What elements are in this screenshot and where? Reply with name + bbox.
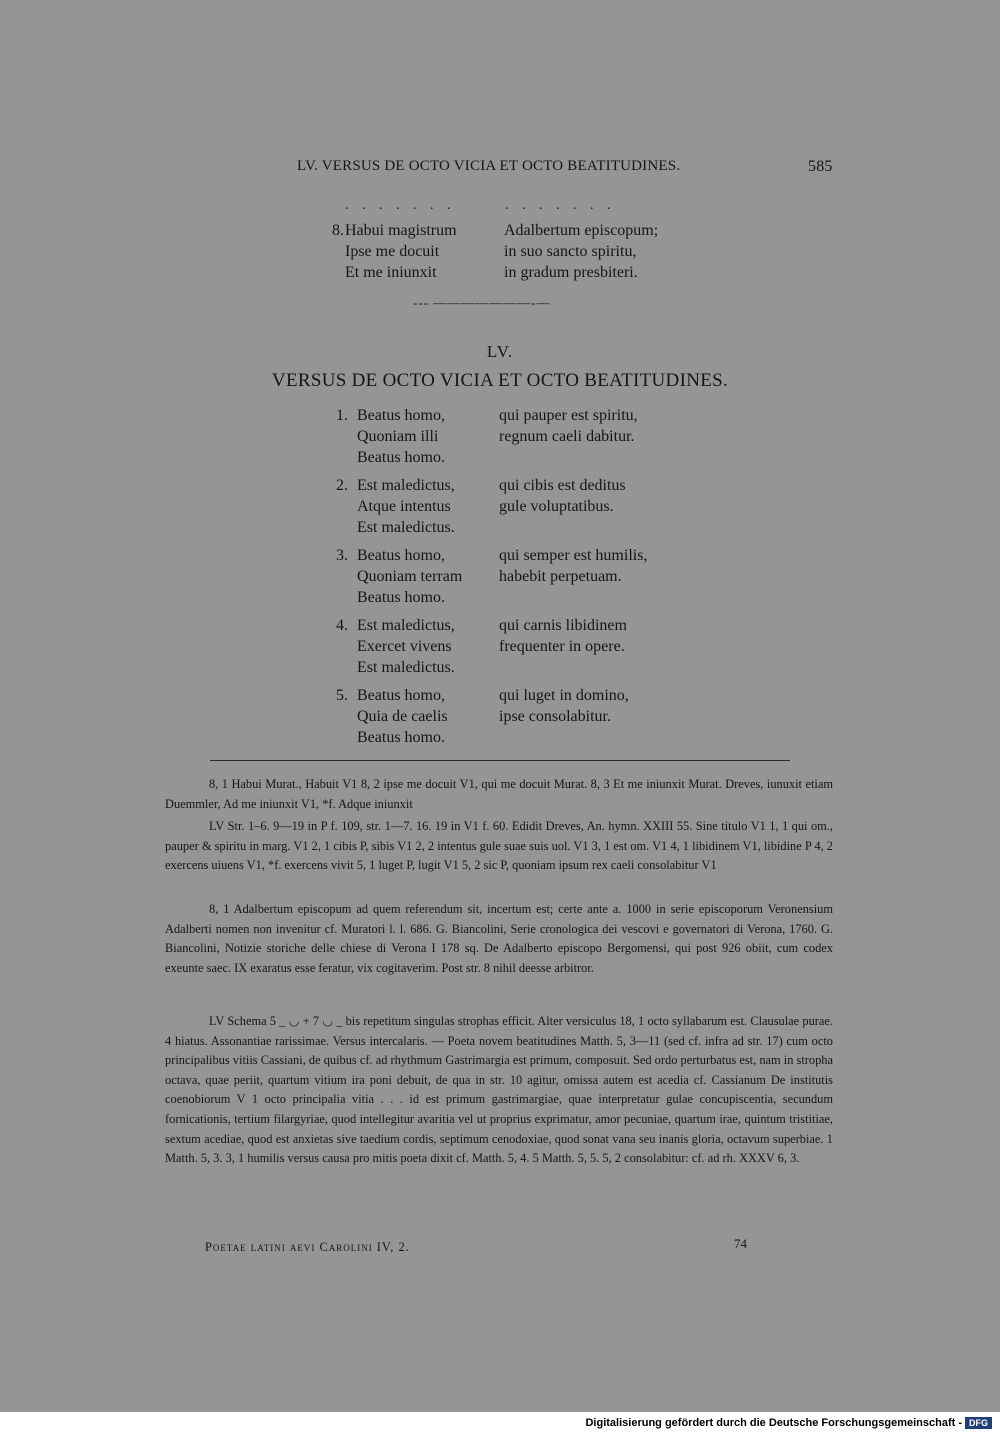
dfg-logo-icon: DFG <box>965 1417 992 1429</box>
signature-line: Poetae latini aevi Carolini IV, 2. <box>205 1240 410 1254</box>
stanza-number: 8. <box>332 222 344 239</box>
commentary-text: LV Schema 5 _ ◡ + 7 ◡ _ bis repetitum singulas strophas efficit. Alter versiculus 18, 1 octo syllabarum est. Clausulae purae. 4 hiatus. Assonantiae rarissimae. Versus intercalaris. — Poeta novem beatitudines Matth. 5, 3—11 (sed cf. infra ad str. 17) cum octo principalibus vitiis Cassiani, de quibus cf. ad rhythmum Gastrimargia est primum, composuit. Sed ordo perturbatus est, nam in stropha octava, quae periit, quartum vitium ira poni debuit, de qua in str. 10 agitur, omissa autem est acedia cf. Cassianum De institutis coenobiorum V 1 octo principalia vitia . . . id est primum gastrimargiae, quae interpretatur gulae concupiscentia, secundum fornicationis, tertium filargyriae, quod intellegitur avaritia vel ut proprius exprimatur, amor pecuniae, quartum irae, quintum tristitiae, sextum acediae, quod est anxietas sive taedium cordis, septimum cenodoxiae, quod sonat vana seu inanis gloria, octavum superbiae. 1 Matth. 5, 3. 3, 1 humilis versus causa pro mitis poeta dixit cf. Matth. 5, 4. 5 Matth. 5, 5. 5, 2 consolabitur: cf. ad rh. XXXV 6, 3. <box>165 1014 833 1166</box>
verse-line-a: Beatus homo, <box>357 687 445 704</box>
verse-line-a: Beatus homo, <box>357 407 445 424</box>
stanza-number: 2. <box>336 477 348 494</box>
section-separator: --- ———————-— <box>413 295 551 310</box>
verse-line-a: Ipse me docuit <box>345 243 440 260</box>
verse-line-b <box>499 727 629 748</box>
apparatus-text: LV Str. 1–6. 9—19 in P f. 109, str. 1—7. 16. 19 in V1 f. 60. Edidit Dreves, An. hymn. XXIII 55. Sine titulo V1 1, 1 qui om., pauper & spiritu in marg. V1 2, 1 cibis P, sibis V1 2, 2 intentus gule suae suis uol. V1 3, 1 est om. V1 4, 1 libidinem V1, libidine P 4, 2 exercens uiuens V1, *f. exercens vivit 5, 1 luget P, lugit V1 5, 2 sic P, quoniam ipsum rex caeli consolabitur V1 <box>165 819 833 873</box>
omission-dots-left: . . . . . . . <box>345 198 456 213</box>
verse-line-a: Quoniam illi <box>357 428 439 445</box>
verse-line-a: Est maledictus. <box>357 659 455 676</box>
verse-line-a: Exercet vivens <box>357 638 452 655</box>
verse-line-b <box>499 517 626 538</box>
verse-line-a: Beatus homo, <box>357 547 445 564</box>
stanza-number: 1. <box>336 407 348 424</box>
sheet-number: 74 <box>734 1236 747 1251</box>
verse-line-a: Habui magistrum <box>345 222 457 239</box>
verse-line-b: in gradum presbiteri. <box>504 264 638 281</box>
verse-line-a: Quia de caelis <box>357 708 448 725</box>
poem-title: VERSUS DE OCTO VICIA ET OCTO BEATITUDINES. <box>271 370 729 391</box>
verse-line-b: qui pauper est spiritu, <box>499 407 638 424</box>
apparatus-note-1 <box>165 775 833 814</box>
verse-line-b: qui carnis libidinem <box>499 617 627 634</box>
stanza-number: 5. <box>336 687 348 704</box>
verse-line-b <box>499 587 647 608</box>
verse-line-a: Est maledictus, <box>357 617 455 634</box>
verse-line-b: habebit perpetuam. <box>499 568 622 585</box>
commentary-note-2 <box>165 1012 833 1169</box>
apparatus-note-2 <box>165 817 833 876</box>
verse-line-b: gule voluptatibus. <box>499 498 614 515</box>
page-number: 585 <box>808 158 833 175</box>
banner-text: Digitalisierung gefördert durch die Deutsche Forschungsgemeinschaft - <box>585 1417 962 1429</box>
verse-line-b: in suo sancto spiritu, <box>504 243 637 260</box>
verse-line-a: Est maledictus, <box>357 477 455 494</box>
verse-line-a: Beatus homo. <box>357 729 445 746</box>
verse-line-b: qui luget in domino, <box>499 687 629 704</box>
verse-line-b: frequenter in opere. <box>499 638 625 655</box>
verse-line-a: Beatus homo. <box>357 589 445 606</box>
verse-line-b <box>499 447 638 468</box>
verse-line-a: Et me iniunxit <box>345 264 437 281</box>
verse-line-b: qui cibis est deditus <box>499 477 626 494</box>
verse-line-a: Est maledictus. <box>357 519 455 536</box>
footnote-rule <box>210 760 790 761</box>
apparatus-text: 8, 1 Habui Murat., Habuit V1 8, 2 ipse me docuit V1, qui me docuit Murat. 8, 3 Et me iniunxit Murat. Dreves, iunuxit etiam Duemmler, Ad me iniunxit V1, *f. Adque iniunxit <box>165 777 833 811</box>
digitization-banner <box>0 1412 1000 1434</box>
commentary-text: 8, 1 Adalbertum episcopum ad quem referendum sit, incertum est; certe ante a. 1000 in serie episcoporum Veronensium Adalberti nomen non invenitur cf. Muratori l. l. 686. G. Biancolini, Serie cronologica dei vescovi e governatori di Verona, 1760. G. Biancolini, Notizie storiche delle chiese di Verona I 178 sq. De Adalberto episcopo Bergomensi, qui post 926 obiit, cum codex exeunte saec. IX exaratus esse feratur, vix cogitaverim. Post str. 8 nihil deesse arbitror. <box>165 902 833 975</box>
omission-dots-right: . . . . . . . <box>505 198 616 213</box>
verse-line-b: Adalbertum episcopum; <box>504 222 659 239</box>
verse-line-a: Beatus homo. <box>357 449 445 466</box>
verse-line-a: Quoniam terram <box>357 568 463 585</box>
stanza-number: 4. <box>336 617 348 634</box>
commentary-note-1 <box>165 900 833 978</box>
poem-number: LV. <box>486 342 514 361</box>
stanza-number: 3. <box>336 547 348 564</box>
verse-line-b: qui semper est humilis, <box>499 547 648 564</box>
verse-line-b <box>499 657 627 678</box>
running-title: LV. VERSUS DE OCTO VICIA ET OCTO BEATITUDINES. <box>297 158 681 174</box>
verse-line-a: Atque intentus <box>357 498 451 515</box>
verse-line-b: regnum caeli dabitur. <box>499 428 635 445</box>
verse-line-b: ipse consolabitur. <box>499 708 611 725</box>
